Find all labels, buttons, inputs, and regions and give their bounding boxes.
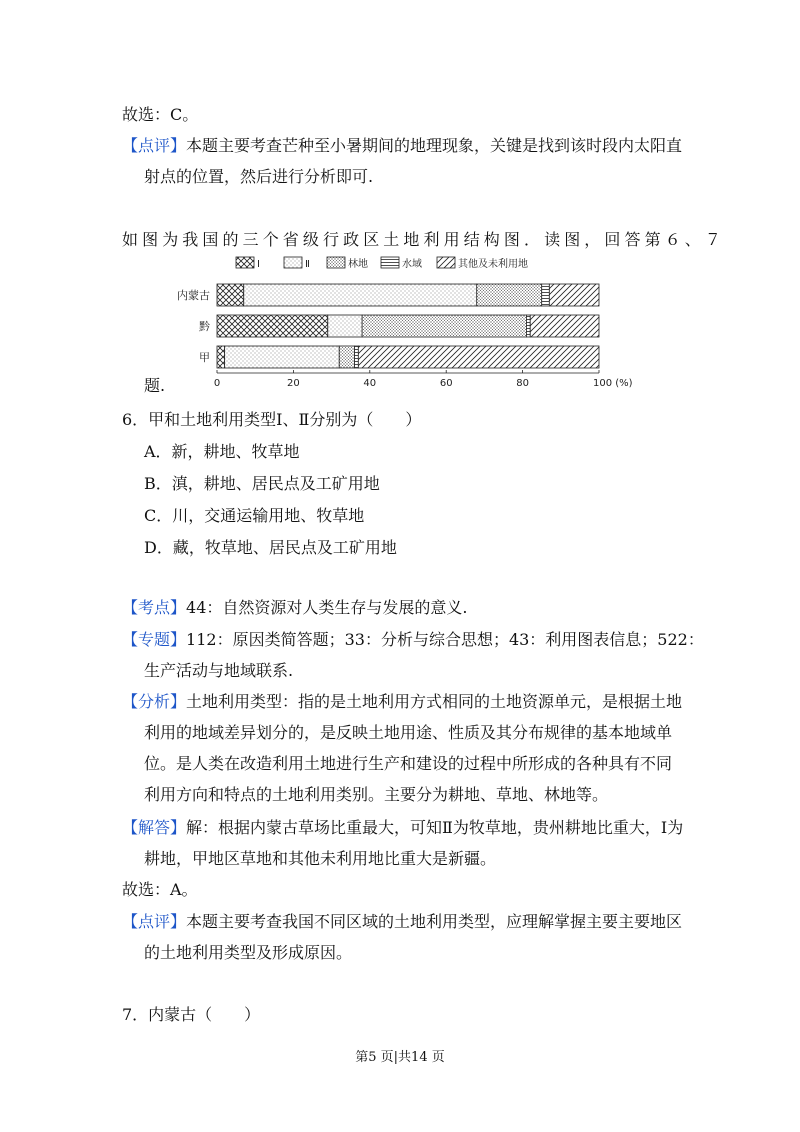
page-footer: 第5 页|共14 页 (355, 1050, 445, 1065)
bar-segment-1-4 (530, 315, 599, 337)
fenxi-line-2: 利用的地域差异划分的，是反映土地用途、性质及其分布规律的基本地域单 (144, 723, 673, 742)
bar-segment-2-2 (339, 346, 354, 368)
x-tick-label-0: 0 (213, 378, 221, 389)
bar-segment-1-2 (362, 315, 526, 337)
question-6-option-a: A．新，耕地、牧草地 (144, 442, 300, 461)
zhuanti-line-1 (122, 630, 704, 650)
category-label-0: 内蒙古 (177, 289, 210, 302)
chart-x-axis (214, 370, 633, 389)
jieda-text: 解：根据内蒙古草场比重最大，可知Ⅱ为牧草地，贵州耕地比重大，Ⅰ为 (186, 818, 684, 837)
tag-close-bracket: 】 (170, 692, 187, 711)
bar-segment-0-4 (549, 284, 599, 306)
x-tick-label-3: 60 (439, 378, 453, 389)
chart-legend (236, 257, 528, 270)
jieda-tag: 解答 (138, 818, 171, 837)
comment-tag: 点评 (138, 136, 171, 155)
chart-bars (177, 284, 599, 368)
legend-label-1: Ⅱ (305, 259, 310, 270)
bar-segment-0-2 (477, 284, 542, 306)
zhuanti-text: 112：原因类简答题；33：分析与综合思想；43：利用图表信息；522： (186, 630, 704, 649)
tag-open-bracket: 【 (122, 630, 139, 649)
jieda-line-1 (122, 818, 683, 838)
fenxi-line-1 (122, 692, 682, 712)
legend-swatch-2 (327, 257, 345, 268)
tag-close-bracket: 】 (170, 598, 187, 617)
legend-swatch-0 (236, 257, 254, 268)
bar-segment-0-1 (244, 284, 477, 306)
comment-line-1 (122, 136, 682, 156)
dianping-tag: 点评 (138, 912, 171, 931)
tag-open-bracket: 【 (122, 598, 139, 617)
legend-label-2: 林地 (348, 259, 368, 270)
intro-line-1: 如图为我国的三个省级行政区土地利用结构图．读图，回答第６、７ (122, 230, 726, 249)
tag-open-bracket: 【 (122, 912, 139, 931)
zhuanti-line-2: 生产活动与地域联系. (144, 661, 294, 680)
x-tick-label-4: 80 (516, 378, 529, 389)
dianping-line-2: 的土地利用类型及形成原因。 (144, 943, 353, 962)
legend-label-4: 其他及未利用地 (458, 259, 528, 270)
bar-segment-2-3 (355, 346, 359, 368)
comment-line-2: 射点的位置，然后进行分析即可. (144, 167, 374, 186)
category-label-1: 黔 (199, 320, 210, 333)
question-7-stem: 7．内蒙古（ ） (122, 1005, 261, 1024)
tag-open-bracket: 【 (122, 692, 139, 711)
question-6-option-c: C．川，交通运输用地、牧草地 (144, 506, 365, 525)
fenxi-line-4: 利用方向和特点的土地利用类别。主要分为耕地、草地、林地等。 (144, 785, 609, 804)
legend-swatch-1 (284, 257, 302, 268)
tag-close-bracket: 】 (170, 818, 187, 837)
bar-segment-2-4 (358, 346, 599, 368)
legend-label-0: Ⅰ (257, 259, 260, 270)
x-tick-label-1: 20 (287, 378, 300, 389)
tag-open-bracket: 【 (122, 818, 139, 837)
comment-text: 本题主要考查芒种至小暑期间的地理现象，关键是找到该时段内太阳直 (186, 136, 683, 155)
bar-segment-0-3 (542, 284, 550, 306)
x-tick-label-2: 40 (363, 378, 377, 389)
tag-close-bracket: 】 (170, 136, 187, 155)
bar-segment-1-0 (217, 315, 328, 337)
question-6-option-b: B．滇，耕地、居民点及工矿用地 (144, 474, 380, 493)
category-label-2: 甲 (199, 351, 210, 364)
question-6-option-d: D．藏，牧草地、居民点及工矿用地 (144, 538, 397, 557)
tag-open-bracket: 【 (122, 136, 139, 155)
question-6-stem: 6．甲和土地利用类型Ⅰ、Ⅱ分别为（ ） (122, 410, 422, 429)
legend-swatch-4 (437, 257, 455, 268)
kaodian-line (122, 598, 468, 618)
land-use-chart (166, 252, 633, 392)
legend-label-3: 水域 (402, 259, 422, 270)
zhuanti-tag: 专题 (138, 630, 171, 649)
kaodian-text: 44：自然资源对人类生存与发展的意义. (186, 598, 468, 617)
kaodian-tag: 考点 (138, 598, 171, 617)
fenxi-tag: 分析 (138, 692, 171, 711)
x-tick-label-5: 100 (%) (593, 378, 633, 389)
answer-line-2: 故选：A。 (122, 880, 198, 899)
tag-close-bracket: 】 (170, 630, 187, 649)
dianping-text: 本题主要考查我国不同区域的土地利用类型，应理解掌握主要主要地区 (186, 912, 683, 931)
fenxi-text: 土地利用类型：指的是土地利用方式相同的土地资源单元，是根据土地 (186, 692, 683, 711)
tag-close-bracket: 】 (170, 912, 187, 931)
jieda-line-2: 耕地，甲地区草地和其他未利用地比重大是新疆。 (144, 849, 497, 868)
legend-swatch-3 (381, 257, 399, 268)
bar-segment-2-0 (217, 346, 225, 368)
bar-segment-2-1 (225, 346, 340, 368)
answer-line: 故选：C。 (122, 105, 199, 124)
intro-line-2: 题. (144, 376, 166, 395)
bar-segment-1-1 (328, 315, 362, 337)
fenxi-line-3: 位。是人类在改造利用土地进行生产和建设的过程中所形成的各种具有不同 (144, 754, 673, 773)
bar-segment-1-3 (526, 315, 530, 337)
bar-segment-0-0 (217, 284, 244, 306)
dianping-line-1 (122, 912, 682, 932)
